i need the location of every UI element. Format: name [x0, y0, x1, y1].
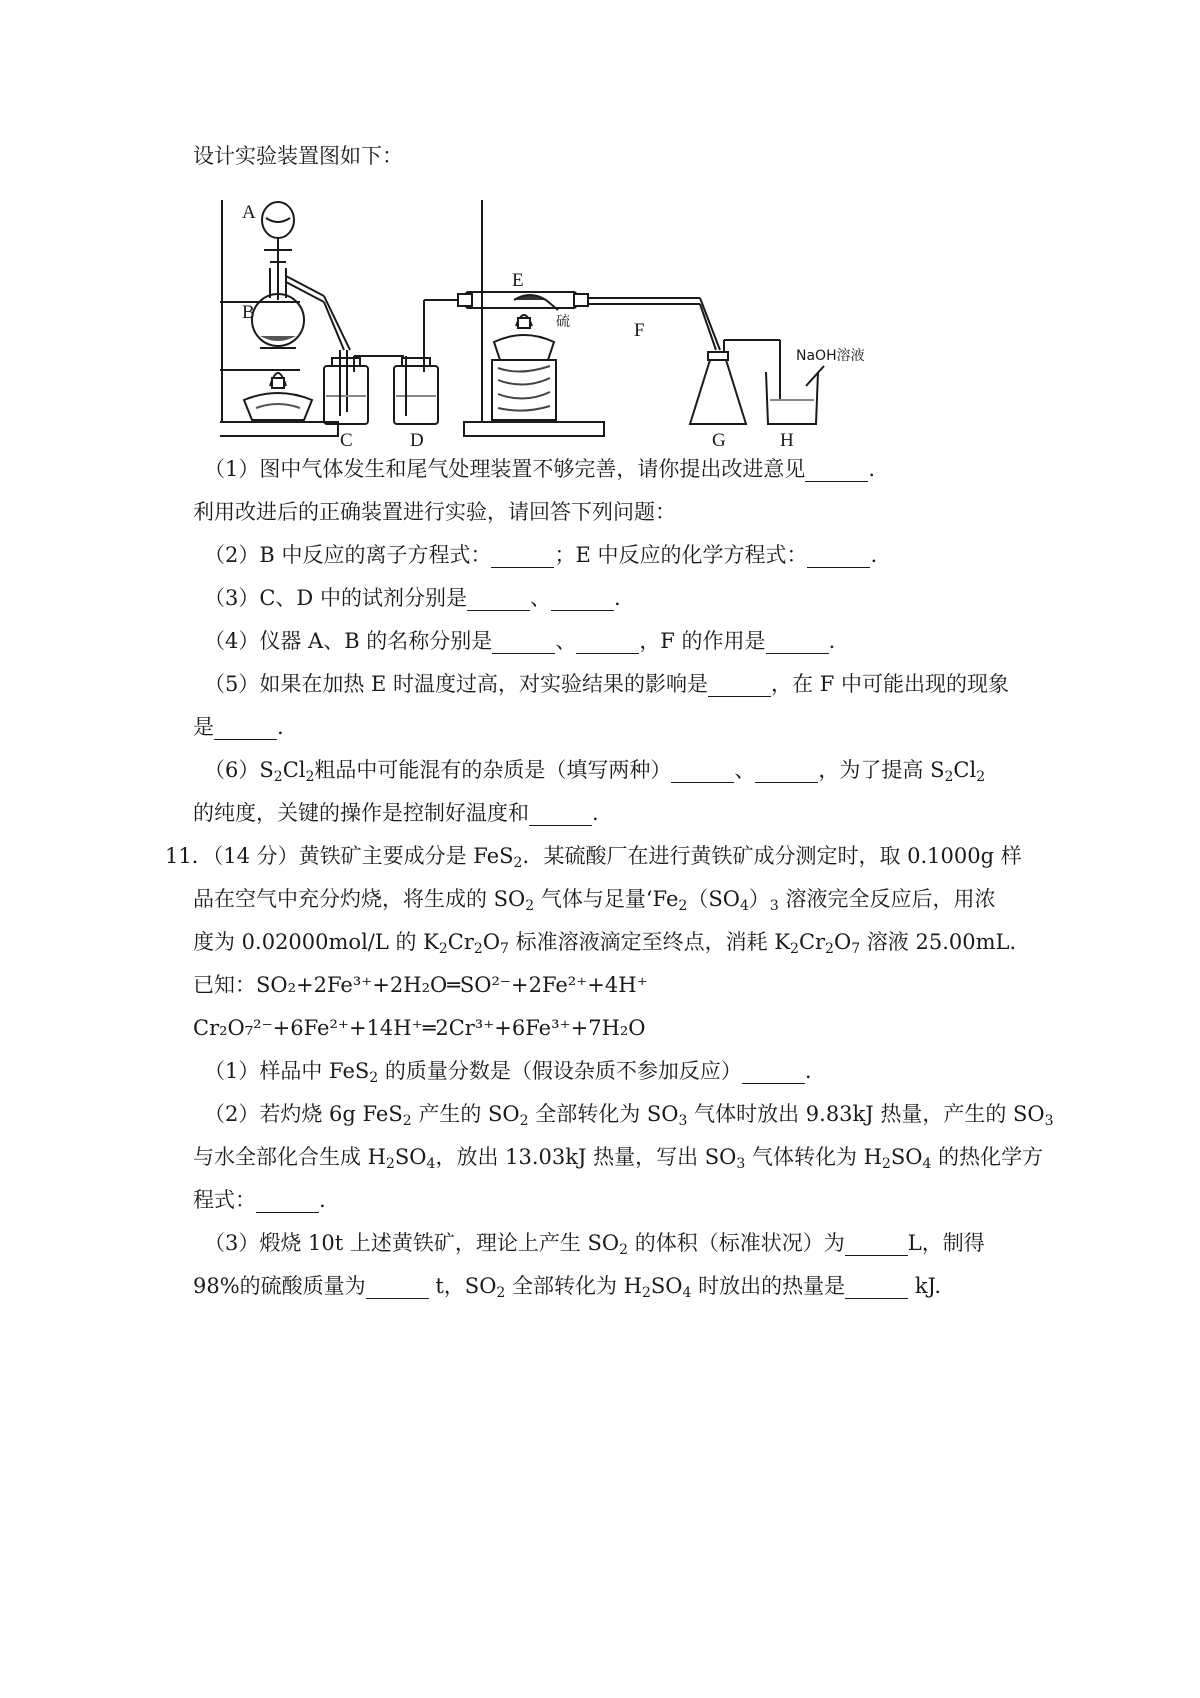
problem-11-line-3: 度为 0.02000mol/L 的 $K_2Cr_2O_7$ 标准溶液滴定至终点，消耗 $K_2Cr_2O_7$ 溶液 25.00mL． — [193, 930, 1031, 957]
label-B: B — [242, 302, 255, 323]
question-3: （3）C、D 中的试剂分别是 、 . — [204, 586, 621, 610]
answer-blank[interactable] — [529, 801, 592, 826]
answer-blank[interactable] — [467, 586, 530, 611]
answer-blank[interactable] — [551, 586, 614, 611]
answer-blank[interactable] — [766, 629, 829, 654]
known-equation-2: Cr₂O₇²⁻+6Fe²⁺+14H⁺═2Cr³⁺+6Fe³⁺+7H₂O — [193, 1016, 646, 1040]
answer-blank[interactable] — [805, 457, 868, 482]
middle-stand-base — [464, 422, 604, 436]
answer-blank[interactable] — [845, 1231, 908, 1256]
label-A: A — [242, 202, 256, 223]
answer-blank[interactable] — [492, 629, 555, 654]
answer-blank[interactable] — [491, 543, 554, 568]
left-stand-base — [220, 422, 338, 436]
label-G: G — [712, 430, 726, 450]
problem-11-line-1: 11．（14 分）黄铁矿主要成分是 FeS$_2$．某硫酸厂在进行黄铁矿成分测定时，取 0.1000g 样 — [165, 844, 1022, 871]
answer-blank[interactable] — [755, 758, 818, 783]
separatory-funnel — [262, 202, 294, 238]
label-E: E — [512, 270, 524, 291]
question-1: （1）图中气体发生和尾气处理装置不够完善，请你提出改进意见 . — [204, 457, 876, 481]
label-D: D — [410, 430, 424, 450]
answer-blank[interactable] — [807, 543, 870, 568]
sub-question-3-cont: 98%的硫酸质量为 t，$SO_2$ 全部转化为 $H_2SO_4$ 时放出的热量是 kJ. — [193, 1274, 942, 1301]
sub-question-3: （3）煅烧 10t 上述黄铁矿，理论上产生 $SO_2$ 的体积（标准状况）为 L，制得 — [204, 1231, 985, 1258]
sub-question-2-end: 程式： . — [193, 1188, 326, 1212]
question-4: （4）仪器 A、B 的名称分别是 、 ，F 的作用是 . — [204, 629, 836, 653]
question-6-cont: 的纯度，关键的操作是控制好温度和 . — [193, 801, 599, 825]
answer-blank[interactable] — [845, 1274, 908, 1299]
question-6: $(6)S_2Cl_2$粗品中可能混有的杂质是（填写两种） 、 ，为了提高 $S_2Cl_2$ — [204, 758, 986, 785]
answer-blank[interactable] — [742, 1059, 805, 1084]
question-2: （2）B 中反应的离子方程式： ；E 中反应的化学方程式： . — [204, 543, 878, 567]
intro-text: 设计实验装置图如下： — [193, 144, 403, 168]
answer-blank[interactable] — [576, 629, 639, 654]
alcohol-lamp-1 — [244, 393, 312, 420]
problem-11-line-2: 品在空气中充分灼烧，将生成的 $SO_2$ 气体与足量‘$Fe_2(SO_4)_3$ 溶液完全反应后，用浓 — [193, 887, 996, 914]
question-5: （5）如果在加热 E 时温度过高，对实验结果的影响是 ，在 F 中可能出现的现象 — [204, 672, 1009, 696]
label-C: C — [340, 430, 353, 450]
use-improved-text: 利用改进后的正确装置进行实验，请回答下列问题： — [193, 500, 676, 524]
beaker-h — [766, 372, 818, 424]
sub-question-2-cont: 与水全部化合生成 $H_2SO_4$，放出 13.03kJ 热量，写出 $SO_3$ 气体转化为 $H_2SO_4$ 的热化学方 — [193, 1145, 1044, 1172]
label-naoh: NaOH溶液 — [796, 348, 865, 364]
known-equation-1: 已知：SO₂+2Fe³⁺+2H₂O═SO²⁻+2Fe²⁺+4H⁺ — [193, 973, 648, 997]
answer-blank[interactable] — [671, 758, 734, 783]
label-sulfur: 硫 — [556, 314, 570, 330]
question-5-cont: 是 . — [193, 715, 284, 739]
sub-question-2: （2）若灼烧 6g FeS$_2$ 产生的 $SO_2$ 全部转化为 $SO_3$ 气体时放出 9.83kJ 热量，产生的 $SO_3$ — [204, 1102, 1054, 1129]
answer-blank[interactable] — [214, 715, 277, 740]
sub-question-1: （1）样品中 FeS$_2$ 的质量分数是（假设杂质不参加反应） . — [204, 1059, 812, 1086]
label-F: F — [634, 320, 645, 341]
apparatus-diagram — [220, 200, 900, 450]
conical-flask-g — [690, 360, 746, 424]
answer-blank[interactable] — [256, 1188, 319, 1213]
label-H: H — [780, 430, 794, 450]
answer-blank[interactable] — [366, 1274, 429, 1299]
alcohol-lamp-2 — [494, 335, 554, 360]
answer-blank[interactable] — [708, 672, 771, 697]
